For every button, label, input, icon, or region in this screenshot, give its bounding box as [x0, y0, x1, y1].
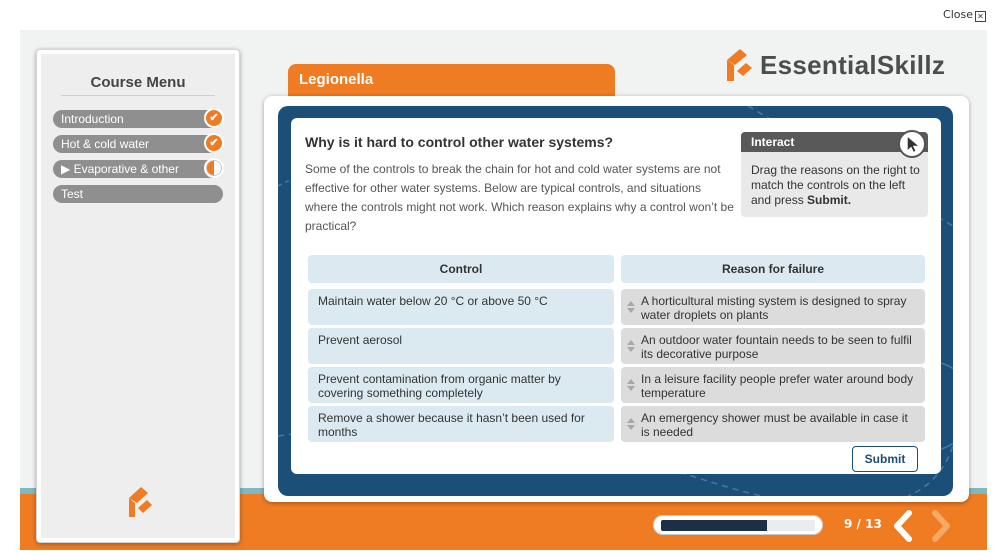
- control-column-header: Control: [308, 255, 614, 283]
- menu-title: Course Menu: [90, 74, 186, 91]
- interact-heading: Interact: [741, 132, 928, 152]
- chevron-right-icon: [935, 513, 947, 539]
- question-title: Why is it hard to control other water systems?: [305, 134, 614, 150]
- next-page-button[interactable]: [926, 510, 956, 542]
- reason-draggable[interactable]: [621, 406, 925, 442]
- in-progress-icon: [204, 158, 224, 178]
- control-cell: Prevent aerosol: [308, 328, 614, 364]
- pointer-cursor-icon: [898, 130, 926, 158]
- drag-handle-icon: [626, 300, 636, 314]
- control-cell: Prevent contamination from organic matter by covering something completely: [308, 367, 614, 403]
- progress-fill: [661, 520, 767, 531]
- page-indicator: 9 / 13: [844, 517, 882, 531]
- close-icon: ✕: [975, 11, 986, 22]
- control-cell: Maintain water below 20 °C or above 50 °C: [308, 289, 614, 325]
- menu-item-evaporative-other[interactable]: [53, 160, 223, 178]
- menu-item-label: Test: [61, 187, 84, 201]
- complete-check-icon: ✔: [204, 108, 224, 128]
- drag-handle-icon: [626, 339, 636, 353]
- blueprint-board: [278, 106, 953, 496]
- reason-draggable[interactable]: [621, 328, 925, 364]
- interact-instructions: [751, 163, 921, 208]
- question-text: Some of the controls to break the chain for hot and cold water systems are not effective for other water systems. Below are typical controls, and situations where the controls might not work. Which reason explains why a control won’t be practical?: [305, 162, 734, 233]
- chevron-left-icon: [897, 513, 909, 539]
- submit-button[interactable]: Submit: [852, 446, 918, 472]
- question-panel: [291, 118, 941, 474]
- control-cell: Remove a shower because it hasn’t been used for months: [308, 406, 614, 442]
- menu-item-introduction[interactable]: [53, 110, 223, 128]
- interact-box: [741, 132, 928, 217]
- reason-text: An outdoor water fountain needs to be seen to fulfil its decorative purpose: [641, 333, 912, 361]
- menu-divider: [61, 95, 215, 96]
- brand-name: EssentialSkillz: [760, 50, 946, 80]
- course-menu: [36, 49, 240, 543]
- reason-text: An emergency shower must be available in case it is needed: [641, 411, 908, 439]
- drag-handle-icon: [626, 417, 636, 431]
- reason-draggable[interactable]: [621, 367, 925, 403]
- progress-bar: [653, 515, 823, 535]
- drag-handle-icon: [626, 378, 636, 392]
- menu-item-hot-cold-water[interactable]: [53, 135, 223, 153]
- essentialskillz-logo-icon: [121, 484, 157, 520]
- reason-text: A horticultural misting system is designed to spray water droplets on plants: [641, 294, 907, 322]
- menu-item-label: ▶ Evaporative & other: [61, 162, 179, 176]
- menu-item-test[interactable]: [53, 185, 223, 203]
- reason-draggable[interactable]: [621, 289, 925, 325]
- previous-page-button[interactable]: [888, 510, 918, 542]
- menu-item-label: Introduction: [61, 112, 124, 126]
- close-label: Close: [943, 8, 973, 21]
- interact-text: Drag the reasons on the right to match the controls on the left and press: [751, 163, 920, 207]
- reason-text: In a leisure facility people prefer water around body temperature: [641, 372, 914, 400]
- close-button[interactable]: [943, 8, 986, 22]
- interact-emphasis: Submit.: [807, 193, 852, 207]
- essentialskillz-logo-icon: [723, 47, 755, 83]
- menu-item-label: Hot & cold water: [61, 137, 150, 151]
- complete-check-icon: ✔: [204, 133, 224, 153]
- reason-column-header: Reason for failure: [621, 255, 925, 283]
- content-card: [264, 96, 969, 502]
- lesson-title-tab: Legionella: [288, 64, 615, 98]
